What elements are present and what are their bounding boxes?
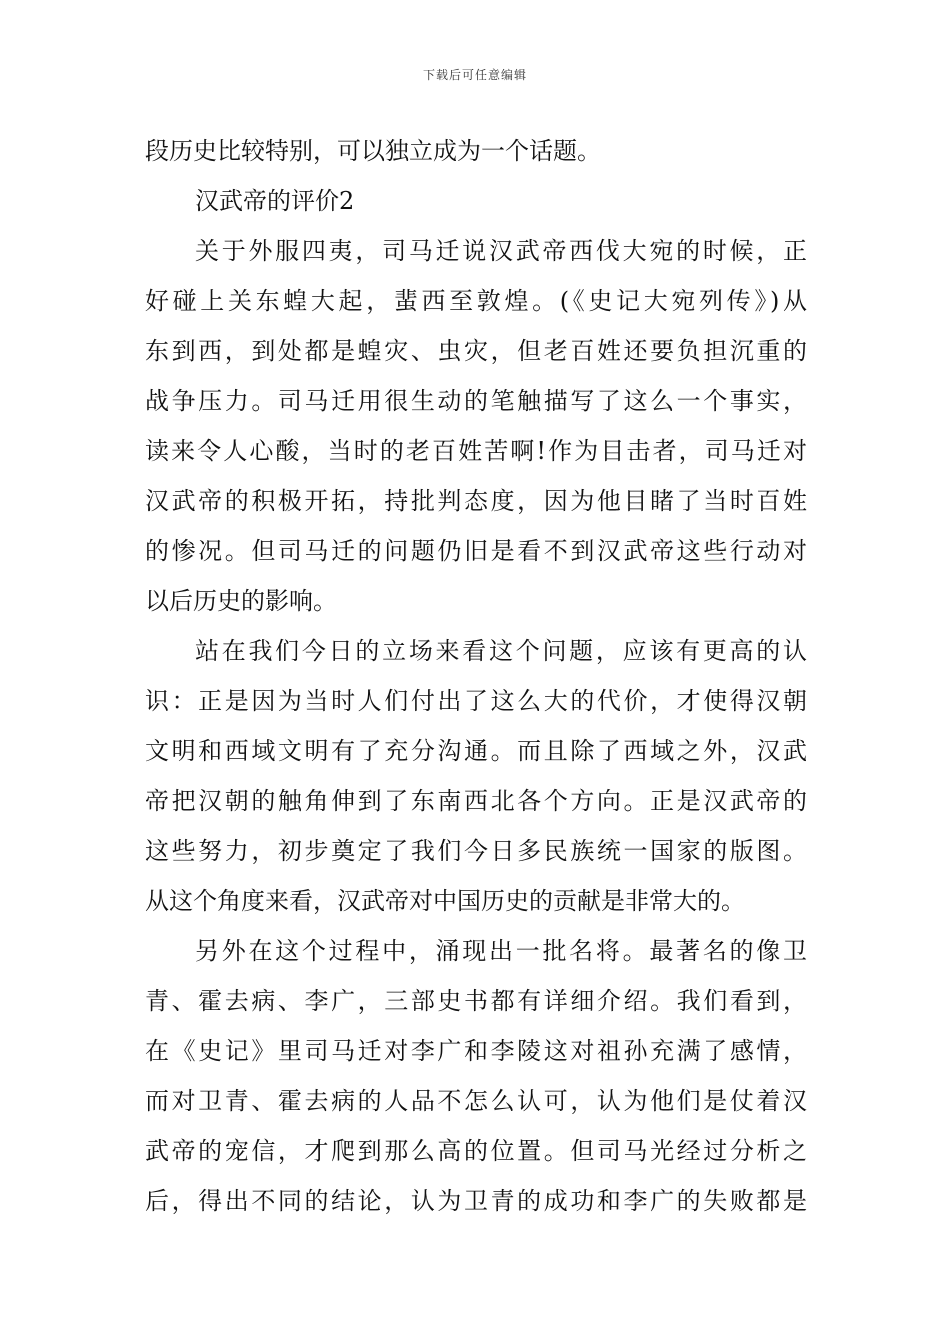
- text-line: 战争压力。司马迁用很生动的笔触描写了这么一个事实，: [145, 387, 807, 415]
- text-line: 段历史比较特别，可以独立成为一个话题。: [145, 137, 601, 165]
- paragraph: [145, 226, 807, 626]
- paragraph: [145, 126, 807, 176]
- text-line: 武帝的宠信，才爬到那么高的位置。但司马光经过分析之: [145, 1137, 807, 1165]
- text-line: 另外在这个过程中，涌现出一批名将。最著名的像卫: [195, 937, 807, 965]
- section-heading-text: 汉武帝的评价2: [195, 187, 355, 215]
- text-line: 帝把汉朝的触角伸到了东南西北各个方向。正是汉武帝的: [145, 787, 807, 815]
- text-line: 站在我们今日的立场来看这个问题，应该有更高的认: [195, 637, 807, 665]
- text-line: 从这个角度来看，汉武帝对中国历史的贡献是非常大的。: [145, 887, 745, 915]
- section-heading: [145, 176, 807, 226]
- text-line: 在《史记》里司马迁对李广和李陵这对祖孙充满了感情，: [145, 1037, 807, 1065]
- text-line: 的惨况。但司马迁的问题仍旧是看不到汉武帝这些行动对: [145, 537, 807, 565]
- header-note: 下载后可任意编辑: [422, 68, 527, 82]
- text-line: 好碰上关东蝗大起，蜚西至敦煌。(《史记大宛列传》)从: [145, 287, 807, 315]
- paragraph: [145, 926, 807, 1226]
- body-text: [145, 126, 807, 1226]
- text-line: 以后历史的影响。: [145, 587, 337, 615]
- text-line: 识：正是因为当时人们付出了这么大的代价，才使得汉朝: [145, 687, 807, 715]
- text-line: 东到西，到处都是蝗灾、虫灾，但老百姓还要负担沉重的: [145, 337, 807, 365]
- text-line: 后，得出不同的结论，认为卫青的成功和李广的失败都是: [145, 1187, 807, 1215]
- paragraph: [145, 626, 807, 926]
- text-line: 这些努力，初步奠定了我们今日多民族统一国家的版图。: [145, 837, 807, 865]
- text-line: 而对卫青、霍去病的人品不怎么认可，认为他们是仗着汉: [145, 1087, 807, 1115]
- text-line: 青、霍去病、李广，三部史书都有详细介绍。我们看到，: [145, 987, 807, 1015]
- text-line: 文明和西域文明有了充分沟通。而且除了西域之外，汉武: [145, 737, 807, 765]
- text-line: 读来令人心酸，当时的老百姓苦啊!作为目击者，司马迁对: [145, 437, 807, 465]
- text-line: 汉武帝的积极开拓，持批判态度，因为他目睹了当时百姓: [145, 487, 807, 515]
- text-line: 关于外服四夷，司马迁说汉武帝西伐大宛的时候，正: [195, 237, 807, 265]
